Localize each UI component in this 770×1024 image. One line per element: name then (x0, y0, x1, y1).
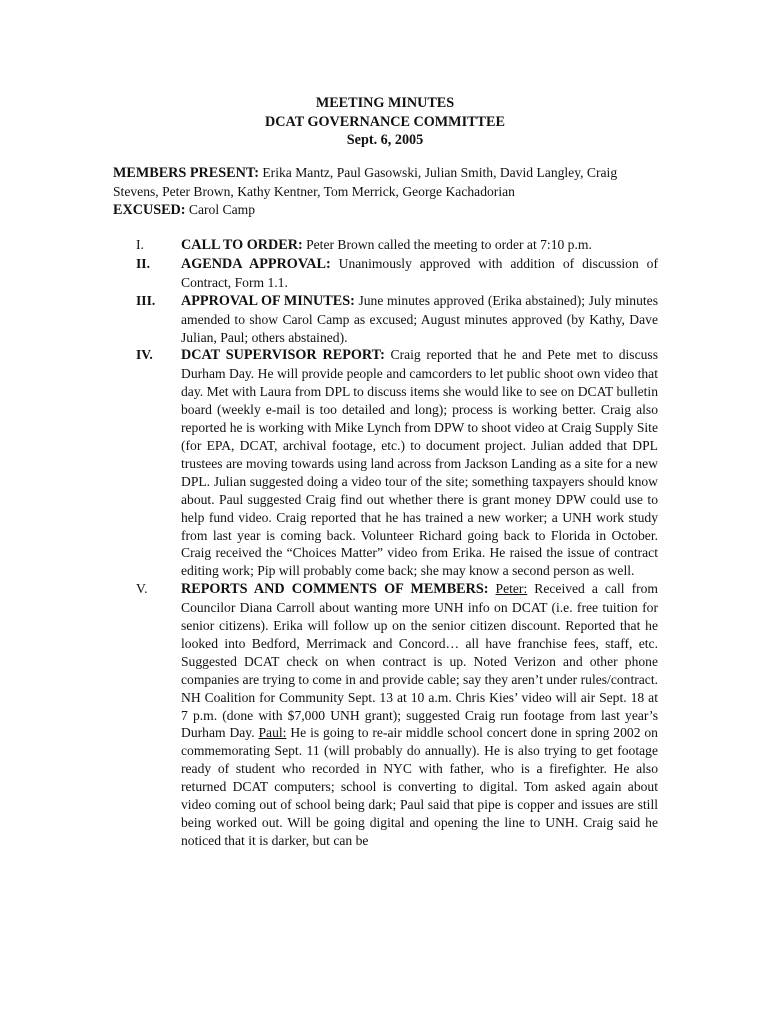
document-header (0, 94, 770, 150)
speaker-name: Paul: (258, 725, 287, 741)
agenda-item-number: V. (136, 581, 148, 597)
excused-label: EXCUSED: (113, 201, 186, 218)
agenda-item-agenda-approval (113, 255, 658, 292)
members-present (113, 164, 653, 201)
agenda-item-number: II. (136, 255, 150, 271)
agenda-item-number: I. (136, 237, 144, 252)
meeting-date: Sept. 6, 2005 (346, 132, 424, 148)
speaker-report-text: He is going to re-air middle school concert done in spring 2002 on commemorating Sept. 11 (will probably do annually). He is also trying to get footage ready of student who recorded in NYC with father, who is a firefighter. He also returned DCAT computers; school is converting to digital. Tom asked again about video coming out of school being dark; Paul said that pipe is copper and issues are still being worked out. Will be going digital and opening the line to UNH. Craig said he noticed that it is darker, but can be (181, 725, 658, 848)
agenda-item-title: AGENDA APPROVAL: (181, 255, 331, 272)
agenda-item-text: June minutes approved (Erika abstained); July minutes amended to show Carol Camp as excused; August minutes approved (by Kathy, Dave Julian, Paul; others abstained). (181, 292, 658, 345)
agenda-item-text: Peter Brown called the meeting to order at 7:10 p.m. (302, 237, 592, 252)
committee-name: DCAT GOVERNANCE COMMITTEE (265, 113, 505, 130)
agenda-item-approval-of-minutes (113, 292, 658, 347)
agenda-item-title: REPORTS AND COMMENTS OF MEMBERS: (181, 581, 489, 598)
agenda-item-call-to-order (113, 236, 658, 255)
agenda-item-supervisor-report (113, 346, 658, 580)
agenda-item-member-reports (113, 580, 658, 850)
speaker-name: Peter: (495, 581, 528, 597)
excused-names: Carol Camp (185, 201, 256, 217)
members-excused (113, 201, 653, 220)
agenda-item-text: Unanimously approved with addition of discussion of Contract, Form 1.1. (181, 255, 658, 290)
agenda-item-title: CALL TO ORDER: (181, 237, 303, 253)
agenda-item-number: IV. (136, 347, 153, 363)
attendance-section (113, 164, 653, 220)
agenda-list (113, 236, 658, 850)
agenda-item-title: DCAT SUPERVISOR REPORT: (181, 347, 385, 364)
agenda-item-text: Craig reported that he and Pete met to discuss Durham Day. He will provide people and camcorders to let public shoot own video that day. Met with Laura from DPL to discuss items she would like to see on DCAT bulletin board (weekly e-mail is too detailed and long); process is working better. Craig also reported he is working with Mike Lynch from DPW to shoot video at Craig Supply Site (for EPA, DCAT, archival footage, etc.) to document project. Julian added that DPL trustees are moving towards using land across from Jackson Landing as a site for a new DPL. Julian suggested doing a video tour of the site; something taxpayers should know about. Paul suggested Craig find out whether there is grant money DPW could use to help fund video. Craig reported that he has trained a new worker; a UNH work study from last year is coming back. Volunteer Richard going back to Florida in October. Craig received the “Choices Matter” video from Erika. He raised the issue of contract editing work; Pip will probably come back; she may know a second person as well. (181, 347, 658, 579)
speaker-report-text: Received a call from Councilor Diana Carroll about wanting more UNH info on DCAT (i.e. free tuition for senior citizens). Erika will follow up on the senior citizen discount. Reported that he looked into Bedford, Merrimack and Concord… all have franchise fees, staff, etc. Suggested DCAT check on when contract is up. Noted Verizon and other phone companies are trying to come in and provide cable; say they aren’t under rules/contract. NH Coalition for Community Sept. 13 at 10 a.m. Chris Kies’ video will air Sept. 18 at 7 p.m. (done with $7,000 UNH grant); suggested Craig run footage from last year’s Durham Day. (181, 581, 659, 741)
document-title: MEETING MINUTES (315, 95, 455, 111)
members-present-label: MEMBERS PRESENT: (113, 165, 259, 181)
agenda-item-title: APPROVAL OF MINUTES: (181, 292, 355, 309)
members-present-names: Erika Mantz, Paul Gasowski, Julian Smith, David Langley, Craig Stevens, Peter Brown, Kathy Kentner, Tom Merrick, George Kachadorian (113, 165, 618, 199)
agenda-item-number: III. (136, 292, 156, 308)
